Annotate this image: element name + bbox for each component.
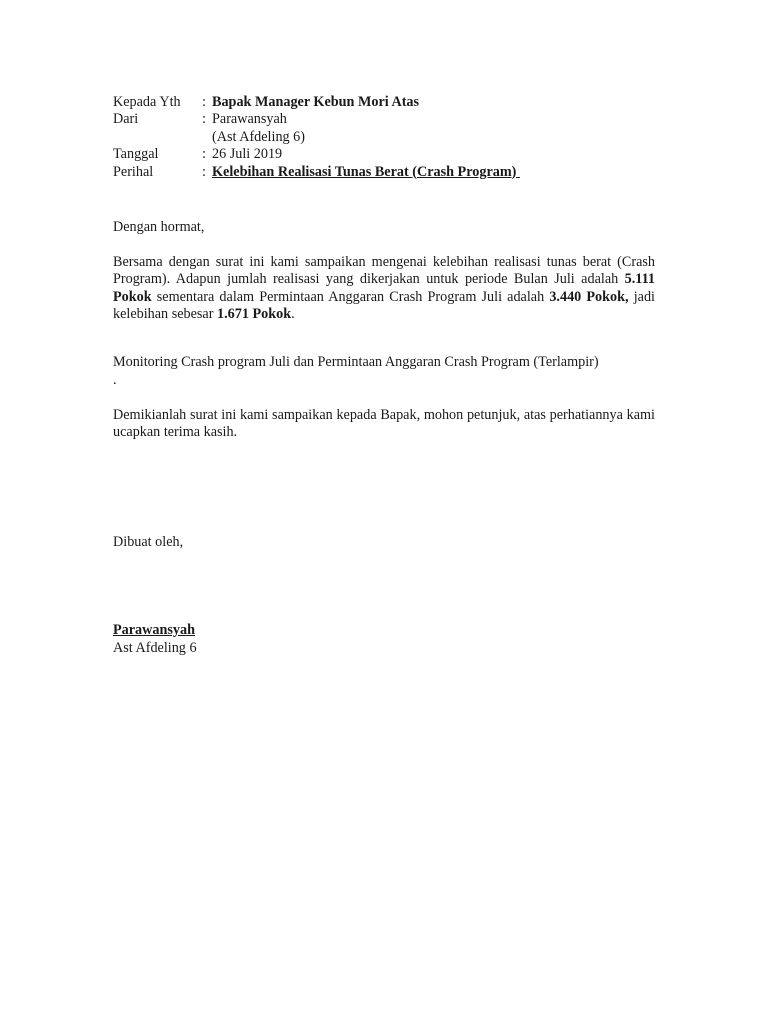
kepada-label: Kepada Yth <box>113 94 181 110</box>
letter-header <box>113 94 673 181</box>
tanggal-colon: : <box>202 146 206 163</box>
header-row-dari-extra <box>113 129 673 146</box>
sender-name: Parawansyah <box>212 111 287 128</box>
paragraph-realisasi <box>113 254 655 324</box>
header-row-tanggal <box>113 146 673 163</box>
salutation: Dengan hormat, <box>113 219 205 235</box>
header-row-perihal <box>113 164 673 181</box>
anggaran-amount: 3.440 Pokok, <box>549 288 629 305</box>
tanggal-label: Tanggal <box>113 146 159 163</box>
paragraph-closing: Demikianlah surat ini kami sampaikan kepada Bapak, mohon petunjuk, atas perhatiannya kami ucapkan terima kasih. <box>113 407 655 441</box>
para1-text-2: sementara dalam Permintaan Anggaran Crash Program Juli adalah <box>151 288 550 305</box>
para1-text-3: jadi kelebihan sebesar <box>113 288 655 323</box>
dari-colon: : <box>202 111 206 128</box>
para1-text-4: . <box>291 306 295 323</box>
kelebihan-amount: 1.671 Pokok <box>217 306 292 323</box>
paragraph-monitoring-dot: . <box>113 372 117 388</box>
dari-label: Dari <box>113 111 139 128</box>
signer-name: Parawansyah <box>113 622 195 638</box>
subject-value: Kelebihan Realisasi Tunas Berat (Crash Program) <box>212 163 520 180</box>
perihal-label: Perihal <box>113 163 154 180</box>
paragraph-monitoring: Monitoring Crash program Juli dan Permintaan Anggaran Crash Program (Terlampir) <box>113 354 599 370</box>
recipient-value: Bapak Manager Kebun Mori Atas <box>212 94 420 110</box>
dibuat-oleh: Dibuat oleh, <box>113 534 184 550</box>
header-row-kepada <box>113 94 673 111</box>
realisasi-amount: 5.111 Pokok <box>113 271 655 305</box>
signer-title: Ast Afdeling 6 <box>113 640 197 656</box>
para1-text-1: Bersama dengan surat ini kami sampaikan mengenai kelebihan realisasi tunas berat (Crash Program). Adapun jumlah realisasi yang dikerjakan untuk periode Bulan Juli adalah <box>113 254 655 288</box>
date-value: 26 Juli 2019 <box>212 146 283 163</box>
sender-position: (Ast Afdeling 6) <box>212 128 305 145</box>
header-row-dari <box>113 111 673 128</box>
kepada-colon: : <box>202 94 206 110</box>
perihal-colon: : <box>202 163 206 180</box>
